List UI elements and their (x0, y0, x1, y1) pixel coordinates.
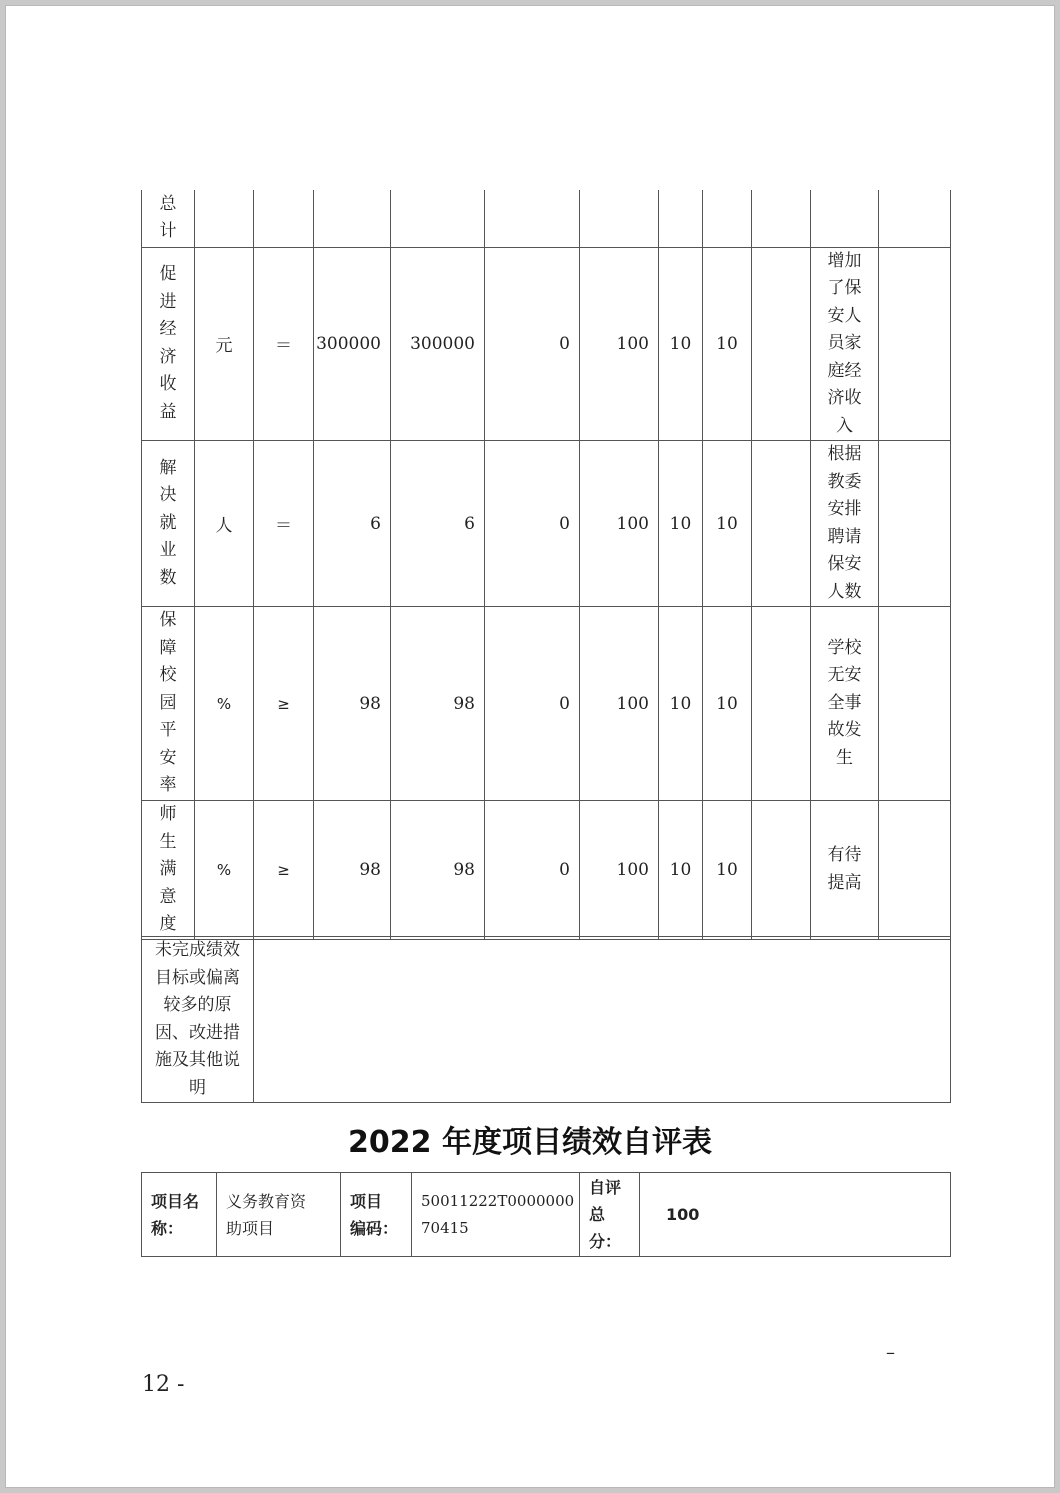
extra-cell (879, 441, 951, 607)
weight-cell: 10 (659, 607, 703, 801)
indicator-name-char: 校 (159, 665, 177, 686)
remark-line: 安人 (827, 305, 862, 326)
actual-value-cell: 98 (391, 801, 485, 940)
target-value-cell: 98 (314, 801, 391, 940)
unit-cell: 人 (195, 441, 254, 607)
reason-label (142, 937, 254, 1103)
indicator-name-char: 收 (159, 374, 177, 395)
actual-value-cell: 6 (391, 441, 485, 607)
remark-line: 生 (836, 747, 853, 768)
remark-line: 济收 (827, 388, 862, 408)
project-name-label-line: 称： (151, 1218, 184, 1238)
indicator-name-char: 率 (159, 775, 177, 796)
indicator-name-char: 济 (159, 346, 177, 367)
indicator-name-char: 计 (159, 221, 177, 242)
difference-cell: 0 (485, 607, 580, 801)
remark-line: 了保 (827, 278, 862, 298)
indicator-name-char: 平 (159, 720, 177, 741)
extra-cell (879, 247, 951, 441)
indicator-name-char: 保 (159, 610, 177, 631)
remark-cell (811, 441, 879, 607)
unit-cell: 元 (195, 247, 254, 441)
score-cell: 10 (703, 247, 752, 441)
indicator-name-char: 解 (159, 457, 177, 478)
reason-value (254, 937, 951, 1103)
remark-line: 教委 (827, 471, 862, 492)
remark-line: 庭经 (827, 360, 862, 381)
deduction-cell (752, 441, 811, 607)
table-row (142, 607, 951, 801)
reason-label-line: 较多的原 (163, 995, 232, 1015)
reason-label-line: 因、改进措 (155, 1022, 240, 1043)
project-name-label (142, 1173, 217, 1257)
indicator-name-cell (142, 190, 195, 247)
target-value-cell (314, 190, 391, 247)
completion-rate-cell: 100 (580, 801, 659, 940)
operator-cell: ≥ (254, 607, 314, 801)
remark-line: 故发 (827, 720, 862, 741)
table-row (142, 190, 951, 247)
self-score-label-line: 自评 (589, 1178, 622, 1197)
project-code-value-line: 70415 (421, 1218, 469, 1237)
reason-label-line: 目标或偏离 (155, 967, 240, 988)
weight-cell: 10 (659, 801, 703, 940)
indicator-name-char: 促 (159, 264, 177, 285)
indicator-name-cell (142, 441, 195, 607)
remark-cell (811, 190, 879, 247)
completion-rate-cell: 100 (580, 247, 659, 441)
indicator-name-char: 进 (159, 291, 177, 312)
completion-rate-cell: 100 (580, 607, 659, 801)
project-name-value (217, 1173, 341, 1257)
completion-rate-cell: 100 (580, 441, 659, 607)
unit-cell: % (195, 607, 254, 801)
remark-line: 聘请 (827, 526, 862, 547)
table-row (142, 247, 951, 441)
weight-cell: 10 (659, 247, 703, 441)
indicator-name-char: 满 (159, 859, 177, 879)
project-code-value (412, 1173, 580, 1257)
project-name-label-line: 项目名 (151, 1191, 200, 1211)
deduction-cell (752, 190, 811, 247)
remark-line: 全事 (827, 692, 862, 713)
deduction-cell (752, 607, 811, 801)
indicator-name-char: 数 (159, 567, 177, 588)
operator-cell: ＝ (254, 441, 314, 607)
page-number: 12 - (142, 1372, 185, 1397)
indicator-name-char: 益 (159, 401, 177, 422)
project-code-label (341, 1173, 412, 1257)
completion-rate-cell (580, 190, 659, 247)
weight-cell: 10 (659, 441, 703, 607)
deduction-cell (752, 247, 811, 441)
weight-cell (659, 190, 703, 247)
remark-cell (811, 801, 879, 940)
remark-line: 增加 (827, 250, 862, 271)
indicator-name-char: 意 (159, 886, 177, 907)
score-cell: 10 (703, 441, 752, 607)
indicator-name-char: 度 (159, 914, 177, 934)
remark-line: 员家 (827, 333, 862, 353)
remark-line: 人数 (827, 581, 862, 602)
indicator-name-char: 总 (159, 193, 177, 214)
indicator-name-cell (142, 607, 195, 801)
operator-cell: ＝ (254, 247, 314, 441)
indicator-name-char: 生 (159, 831, 177, 852)
remark-line: 提高 (827, 872, 862, 893)
actual-value-cell (391, 190, 485, 247)
explanation-table (141, 936, 951, 1103)
extra-cell (879, 190, 951, 247)
remark-cell (811, 247, 879, 441)
project-code-label-line: 编码： (350, 1218, 399, 1238)
deduction-cell (752, 801, 811, 940)
operator-cell (254, 190, 314, 247)
remark-line: 保安 (827, 554, 862, 574)
difference-cell: 0 (485, 801, 580, 940)
score-cell: 10 (703, 801, 752, 940)
remark-line: 有待 (827, 845, 862, 866)
remark-line: 无安 (827, 665, 862, 686)
self-score-value: 100 (640, 1173, 951, 1257)
table-row (142, 441, 951, 607)
difference-cell (485, 190, 580, 247)
indicator-name-cell (142, 801, 195, 940)
indicator-name-char: 师 (159, 804, 177, 824)
extra-cell (879, 607, 951, 801)
operator-cell: ≥ (254, 801, 314, 940)
score-cell: 10 (703, 607, 752, 801)
remark-line: 学校 (827, 637, 862, 658)
reason-label-line: 明 (189, 1077, 206, 1098)
section-title: 2022 年度项目绩效自评表 (348, 1125, 712, 1160)
remark-line: 安排 (827, 499, 862, 519)
score-cell (703, 190, 752, 247)
self-score-label (580, 1173, 640, 1257)
remark-cell (811, 607, 879, 801)
unit-cell (195, 190, 254, 247)
indicator-name-char: 障 (159, 637, 177, 658)
project-name-value-line: 义务教育资 (226, 1191, 307, 1211)
project-code-label-line: 项目 (350, 1191, 383, 1211)
indicator-name-char: 决 (159, 485, 177, 506)
reason-label-line: 未完成绩效 (155, 940, 240, 960)
self-score-label-line: 总 (589, 1205, 606, 1224)
indicator-name-cell (142, 247, 195, 441)
unit-cell: % (195, 801, 254, 940)
table-row (142, 801, 951, 940)
self-score-label-line: 分： (589, 1232, 622, 1251)
target-value-cell: 300000 (314, 247, 391, 441)
remark-line: 入 (836, 415, 853, 436)
extra-cell (879, 801, 951, 940)
indicator-name-char: 安 (159, 747, 177, 768)
indicator-name-char: 业 (159, 540, 177, 561)
project-name-value-line: 助项目 (226, 1218, 275, 1238)
target-value-cell: 98 (314, 607, 391, 801)
footer-dash: – (886, 1342, 895, 1363)
indicator-name-char: 就 (159, 512, 177, 533)
performance-indicator-table (141, 190, 951, 940)
indicator-name-char: 园 (159, 692, 177, 713)
actual-value-cell: 300000 (391, 247, 485, 441)
difference-cell: 0 (485, 441, 580, 607)
project-code-value-line: 50011222T0000000 (421, 1191, 575, 1210)
actual-value-cell: 98 (391, 607, 485, 801)
project-info-table (141, 1172, 951, 1257)
reason-label-line: 施及其他说 (155, 1050, 240, 1070)
remark-line: 根据 (827, 444, 862, 464)
target-value-cell: 6 (314, 441, 391, 607)
indicator-name-char: 经 (159, 319, 177, 340)
difference-cell: 0 (485, 247, 580, 441)
